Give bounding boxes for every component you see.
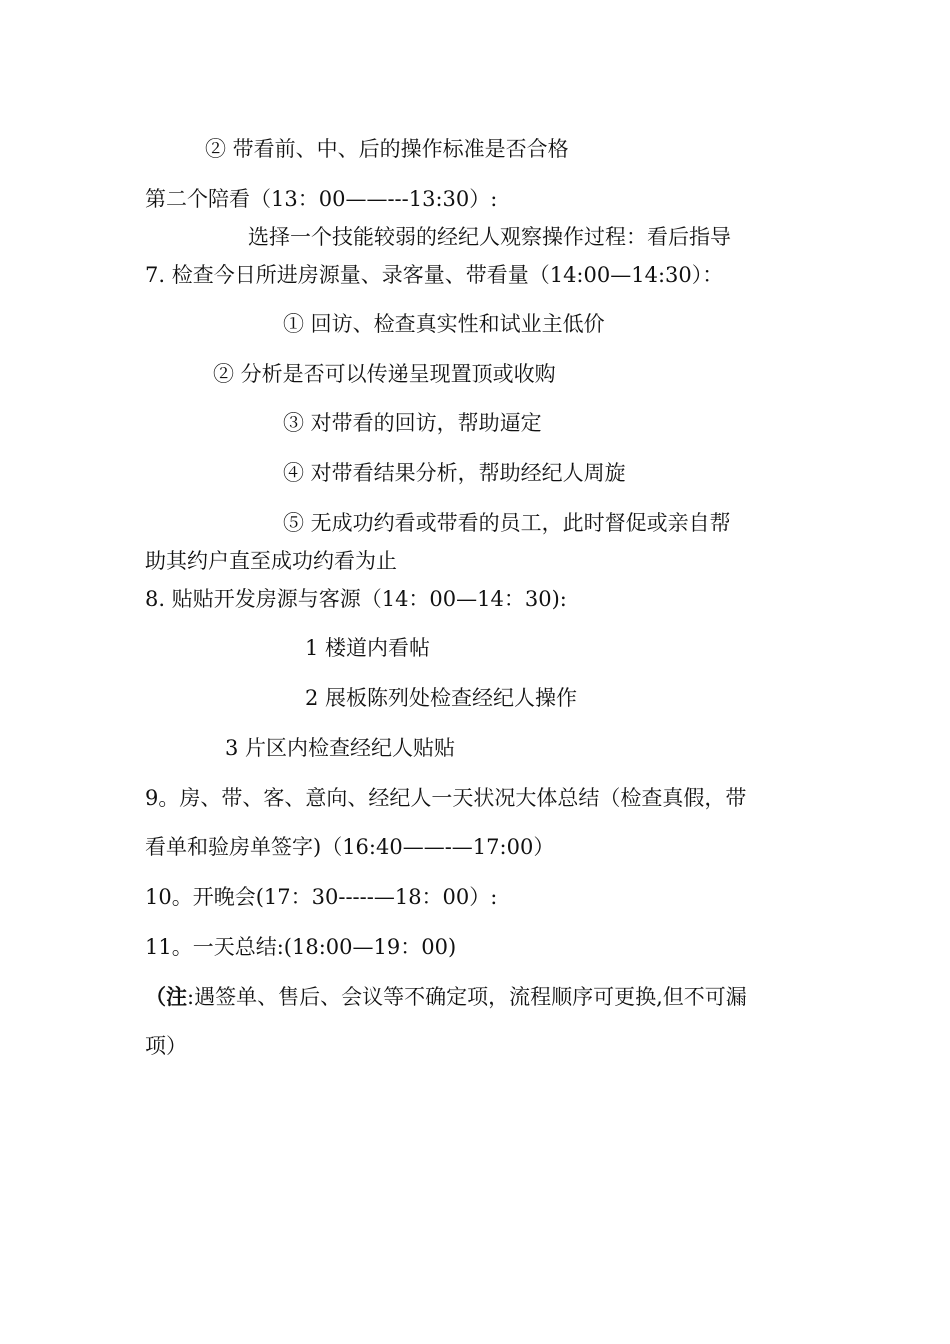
text-line: 看单和验房单签字)（16:40——-—17:00） xyxy=(145,835,555,859)
note-label: 注 xyxy=(166,984,187,1009)
text-line: ③ 对带看的回访，帮助逼定 xyxy=(283,411,542,435)
text-line: 7. 检查今日所进房源量、录客量、带看量（14:00—14:30）： xyxy=(145,263,724,287)
text-line: ④ 对带看结果分析，帮助经纪人周旋 xyxy=(283,461,626,485)
text-line: 选择一个技能较弱的经纪人观察操作过程：看后指导 xyxy=(248,225,731,249)
text-line: ② 分析是否可以传递呈现置顶或收购 xyxy=(213,362,556,386)
text-line: 2 展板陈列处检查经纪人操作 xyxy=(305,686,578,710)
text-line: 10。开晚会(17：30-----—18：00）: xyxy=(145,885,498,909)
text-line: ② 带看前、中、后的操作标准是否合格 xyxy=(205,137,569,161)
note-text: :遇签单、售后、会议等不确定项，流程顺序可更换,但不可漏 xyxy=(187,985,747,1009)
text-line: 9。房、带、客、意向、经纪人一天状况大体总结（检查真假，带 xyxy=(145,786,747,810)
text-line: ① 回访、检查真实性和试业主低价 xyxy=(283,312,605,336)
text-line: 11。一天总结:(18:00—19：00) xyxy=(145,935,457,959)
text-line: 3 片区内检查经纪人贴贴 xyxy=(225,736,456,760)
text-line: 1 楼道内看帖 xyxy=(305,636,431,660)
text-line: ⑤ 无成功约看或带看的员工，此时督促或亲自帮 xyxy=(283,511,731,535)
text-line: 第二个陪看（13：00——---13:30）: xyxy=(145,187,498,211)
note-line xyxy=(145,984,747,1010)
text-line: 8. 贴贴开发房源与客源（14：00—14：30): xyxy=(145,587,567,611)
text-line: 助其约户直至成功约看为止 xyxy=(145,549,397,573)
note-continuation: 项） xyxy=(145,1034,187,1058)
note-open: （ xyxy=(145,984,166,1009)
